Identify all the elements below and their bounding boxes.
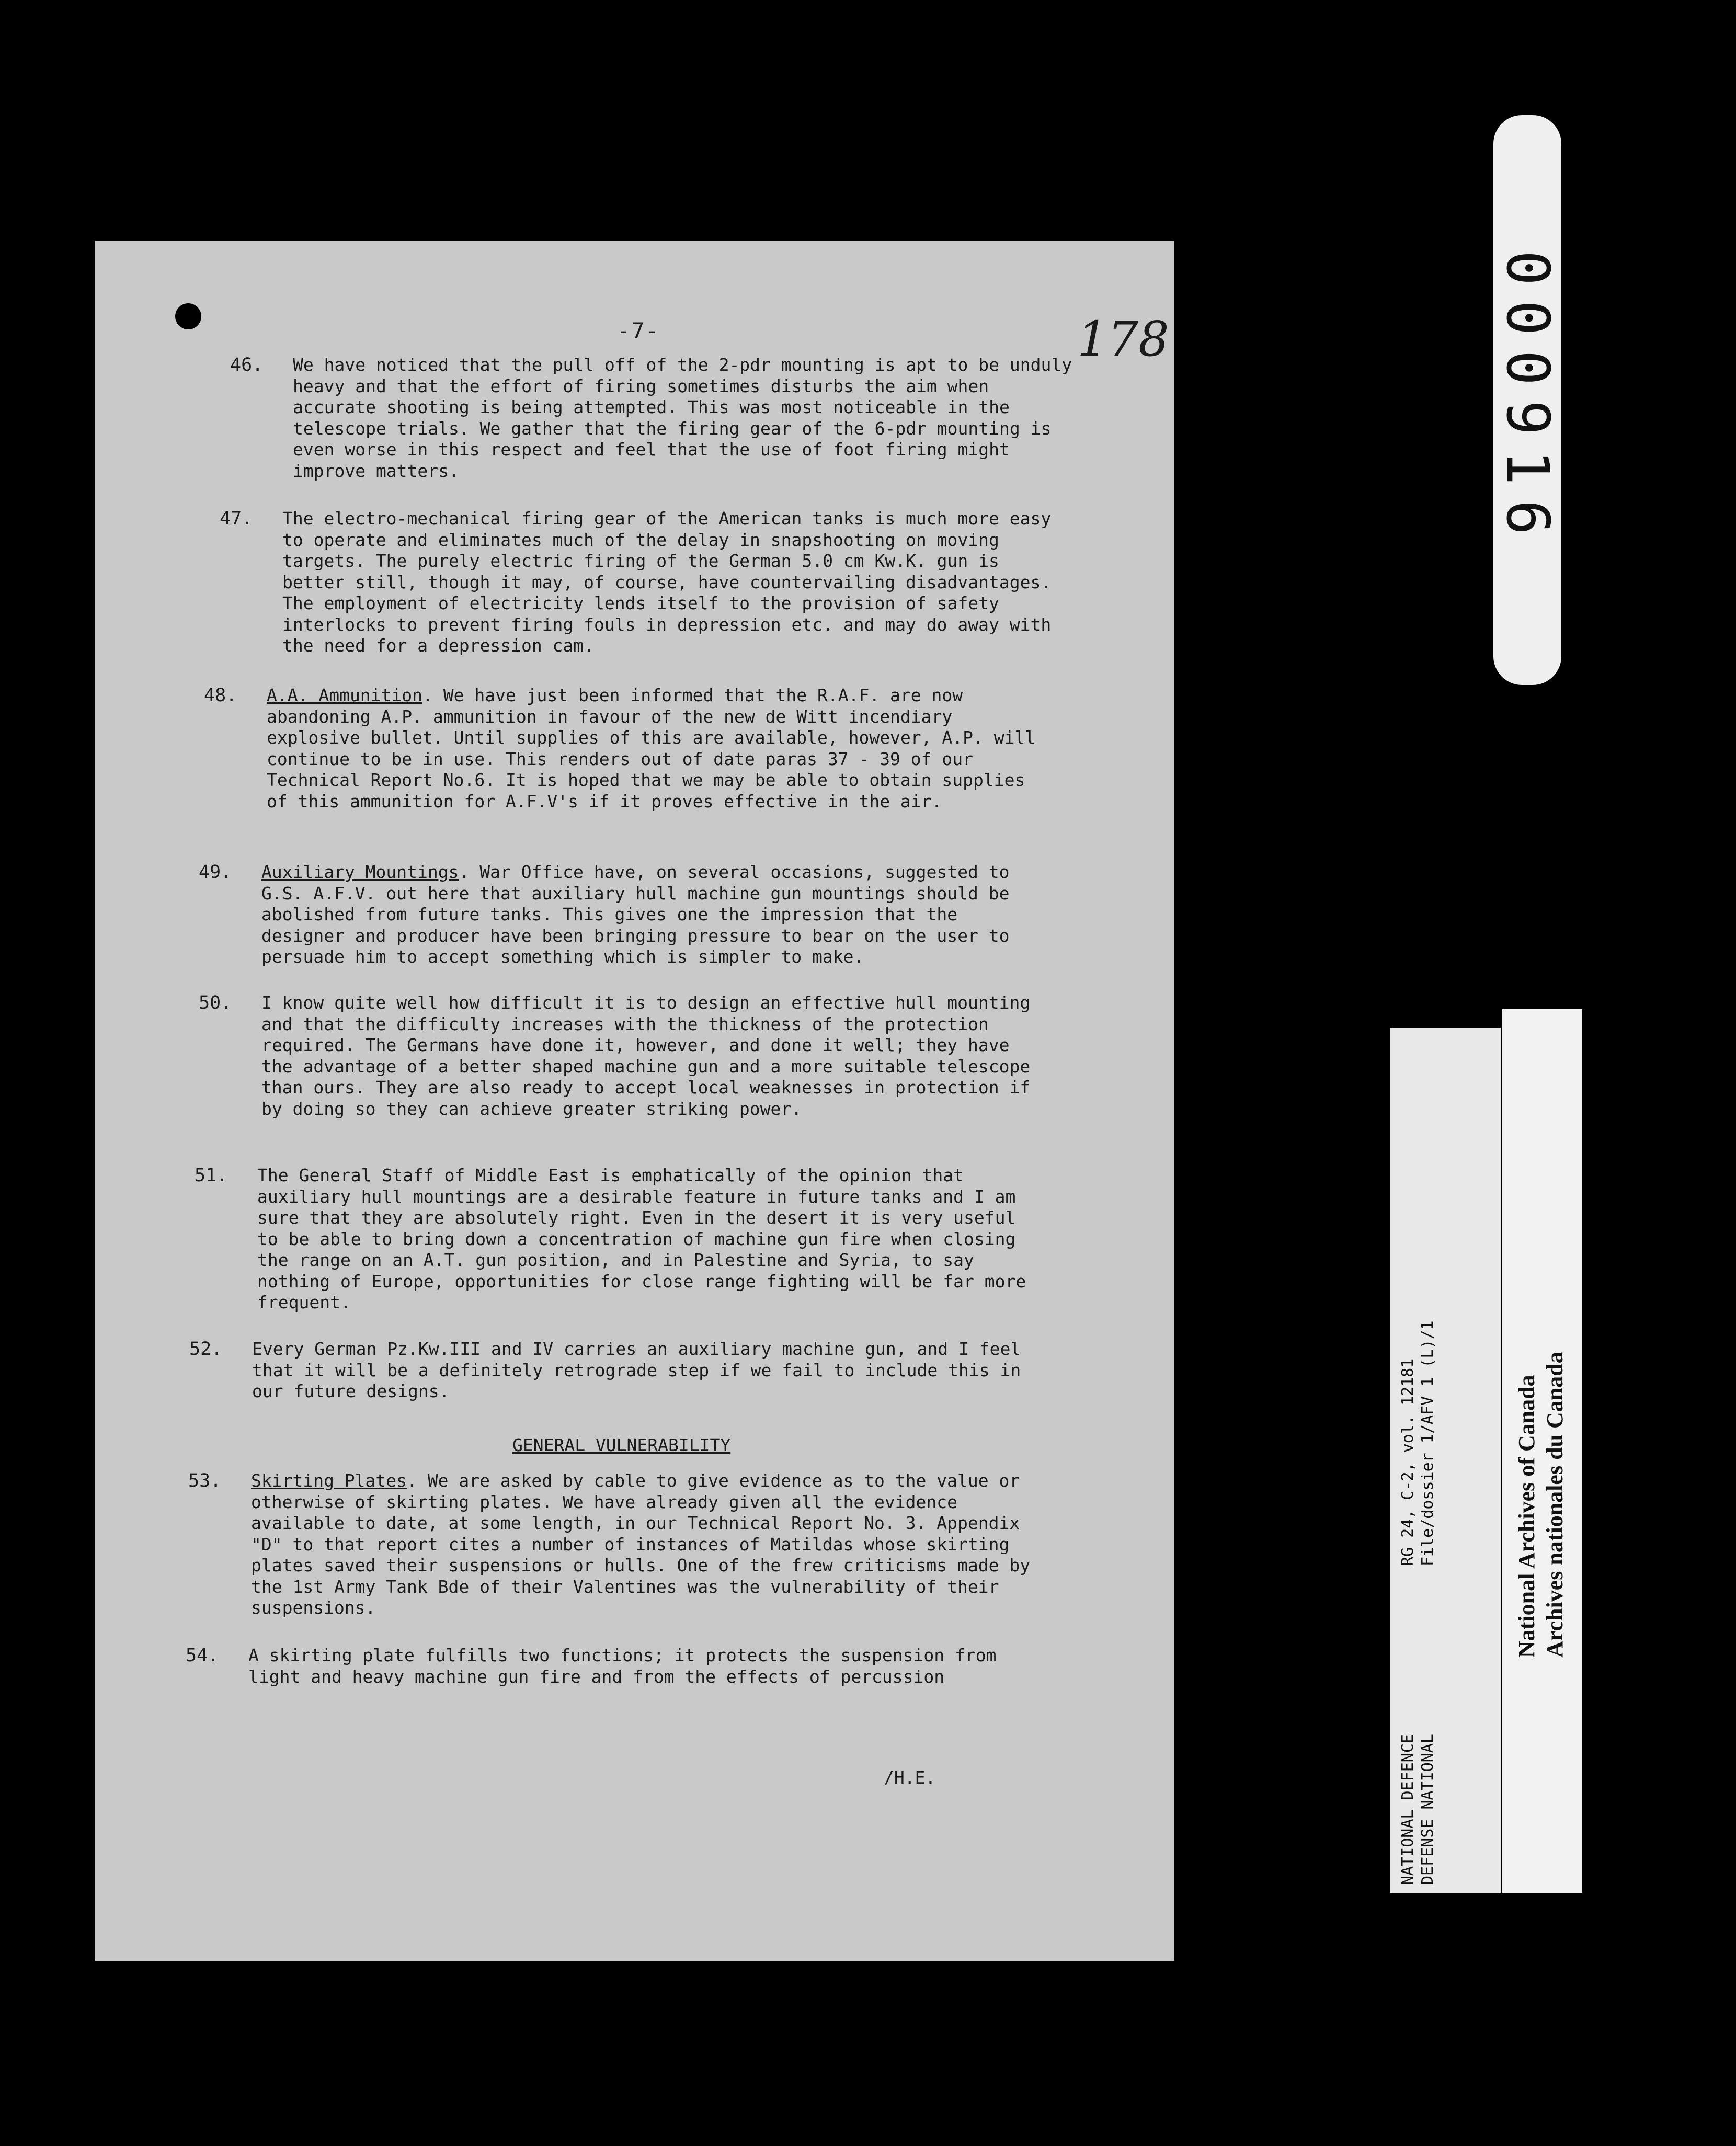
paragraph-text: I know quite well how difficult it is to design an effective hull mounting and that the difficulty increases with the thickness of the protection required. The Germans have done it, however, and done it well; they have the advantage of a better shaped machine gun and a more suitable telescope than ours. They are also ready to accept local weaknesses in protection if by doing so they can achieve greater striking power. bbox=[261, 992, 1031, 1119]
paragraph-lead: Auxiliary Mountings bbox=[261, 862, 459, 882]
archive-stamp bbox=[1493, 115, 1561, 685]
paragraph-text: The General Staff of Middle East is emphatically of the opinion that auxiliary hull mountings are a desirable feature in future tanks and I am sure that they are absolutely right. Even in the desert it is very useful to be able to bring down a concentration of machine gun fire when closing the range on an A.T. gun position, and in Palestine and Syria, to say nothing of Europe, opportunities for close range fighting will be far more frequent. bbox=[257, 1165, 1026, 1312]
punch-hole bbox=[175, 303, 201, 329]
paragraph-number: 51. bbox=[195, 1165, 228, 1186]
file-reference-line: File/dossier 1/AFV 1 (L)/1 bbox=[1419, 1320, 1437, 1566]
stamp-number: 000916 bbox=[1493, 250, 1561, 550]
paragraph-lead: Skirting Plates bbox=[251, 1470, 407, 1491]
paragraph-lead: A.A. Ammunition bbox=[267, 685, 423, 705]
page-number: -7- bbox=[617, 318, 660, 344]
paragraph-number: 48. bbox=[204, 685, 237, 706]
paragraph-number: 50. bbox=[199, 992, 232, 1013]
paragraph-number: 54. bbox=[186, 1645, 219, 1666]
paragraph-number: 52. bbox=[189, 1339, 223, 1360]
paragraph-number: 49. bbox=[199, 862, 232, 883]
national-defence-line: NATIONAL DEFENCE bbox=[1399, 1734, 1417, 1885]
paragraph-number: 53. bbox=[188, 1470, 222, 1491]
folio-number: 178 bbox=[1077, 311, 1169, 367]
paragraph-number: 46. bbox=[230, 355, 264, 375]
archives-english-line: National Archives of Canada bbox=[1514, 1375, 1539, 1658]
archives-french-line: Archives nationales du Canada bbox=[1542, 1352, 1568, 1658]
archives-label bbox=[1502, 1009, 1582, 1893]
paragraph-text: . War Office have, on several occasions, suggested to G.S. A.F.V. out here that auxiliary hull machine gun mountings should be abolished from future tanks. This gives one the impression that the designer and producer have been bringing pressure to bear on the user to persuade him to accept something which is simpler to make. bbox=[261, 862, 1010, 967]
defence-label bbox=[1390, 1028, 1501, 1893]
paragraph-text: The electro-mechanical firing gear of the American tanks is much more easy to operate and eliminates much of the delay in snapshooting on moving targets. The purely electric firing of the German 5.0 cm Kw.K. gun is better still, though it may, of course, have countervailing disadvantages. The employment of electricity lends itself to the provision of safety interlocks to prevent firing fouls in depression etc. and may do away with the need for a depression cam. bbox=[282, 508, 1052, 656]
defense-nationale-line: DEFENSE NATIONAL bbox=[1419, 1734, 1437, 1885]
rg-reference-line: RG 24, C-2, vol. 12181 bbox=[1399, 1358, 1417, 1566]
paragraph-text: A skirting plate fulfills two functions; it protects the suspension from light and heavy machine gun fire and from the effects of percussion bbox=[248, 1645, 997, 1687]
footer-reference: /H.E. bbox=[884, 1767, 936, 1788]
paragraph-text: . We have just been informed that the R.A.F. are now abandoning A.P. ammunition in favour of the new de Witt incendiary explosive bullet. Until supplies of this are available, however, A.P. will continue to be in use. This renders out of date paras 37 - 39 of our Technical Report No.6. It is hoped that we may be able to obtain supplies of this ammunition for A.F.V's if it proves effective in the air. bbox=[267, 685, 1036, 812]
section-heading: GENERAL VULNERABILITY bbox=[512, 1435, 731, 1455]
paragraph-text: Every German Pz.Kw.III and IV carries an auxiliary machine gun, and I feel that it will be a definitely retrograde step if we fail to include this in our future designs. bbox=[252, 1339, 1021, 1401]
paragraph-number: 47. bbox=[220, 508, 253, 529]
paragraph-text: We have noticed that the pull off of the 2-pdr mounting is apt to be unduly heavy and that the effort of firing sometimes disturbs the aim when accurate shooting is being attempted. This was most noticeable in the telescope trials. We gather that the firing gear of the 6-pdr mounting is even worse in this respect and feel that the use of foot firing might improve matters. bbox=[293, 355, 1072, 481]
paragraph-text: . We are asked by cable to give evidence as to the value or otherwise of skirting plates. We have already given all the evidence available to date, at some length, in our Technical Report No. 3. Appendix "D" to that report cites a number of instances of Matildas whose skirting plates saved their suspensions or hulls. One of the frew criticisms made by the 1st Army Tank Bde of their Valentines was the vulnerability of their suspensions. bbox=[251, 1470, 1031, 1618]
